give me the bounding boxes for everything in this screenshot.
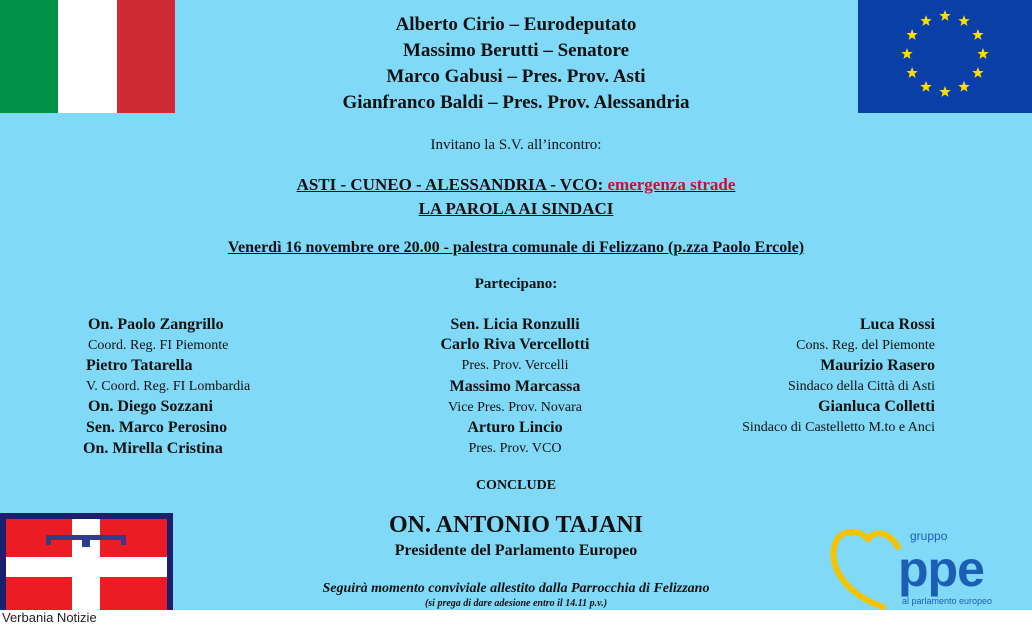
participant-role: Pres. Prov. Vercelli: [461, 358, 569, 373]
participant-name: Gianluca Colletti: [818, 398, 935, 415]
closing-note: Seguirà momento conviviale allestito dalla Parrocchia di Felizzano: [322, 581, 710, 596]
ppe-logo-top: gruppo: [910, 529, 948, 543]
keynote-role: Presidente del Parlamento Europeo: [394, 542, 638, 559]
participant-name: Luca Rossi: [859, 316, 935, 333]
participant-name: Massimo Marcassa: [449, 378, 581, 395]
participant-role: Sindaco di Castelletto M.to e Anci: [742, 420, 935, 435]
conclude-label: CONCLUDE: [475, 478, 557, 493]
watermark: Verbania Notizie: [2, 610, 97, 625]
participant-role: Coord. Reg. FI Piemonte: [88, 338, 229, 353]
title-highlight: emergenza strade: [607, 175, 736, 194]
invite-text: Invitano la S.V. all’incontro:: [430, 137, 602, 153]
header-line: Marco Gabusi – Pres. Prov. Asti: [386, 66, 646, 87]
ppe-logo: [828, 525, 1008, 610]
piedmont-flag-icon: [0, 513, 173, 610]
event-title: [0, 175, 1032, 195]
participant-name: Sen. Licia Ronzulli: [450, 316, 580, 333]
participant-role: Cons. Reg. del Piemonte: [796, 338, 935, 353]
keynote-name: ON. ANTONIO TAJANI: [388, 512, 644, 538]
participant-role: Vice Pres. Prov. Novara: [448, 400, 582, 415]
participants-label: Partecipano:: [474, 276, 558, 292]
participant-name: Sen. Marco Perosino: [86, 419, 228, 436]
participant-role: V. Coord. Reg. FI Lombardia: [86, 379, 251, 394]
participant-name: On. Mirella Cristina: [83, 440, 223, 457]
event-subtitle: LA PAROLA AI SINDACI: [418, 199, 614, 218]
participant-name: On. Diego Sozzani: [88, 398, 213, 415]
participant-name: On. Paolo Zangrillo: [88, 316, 224, 333]
event-date-place: Venerdì 16 novembre ore 20.00 - palestra comunale di Felizzano (p.zza Paolo Ercole): [227, 239, 805, 256]
participant-name: Pietro Tatarella: [86, 357, 193, 374]
header-line: Alberto Cirio – Eurodeputato: [395, 14, 637, 35]
header-line: Gianfranco Baldi – Pres. Prov. Alessandria: [342, 92, 690, 113]
participant-name: Arturo Lincio: [467, 419, 563, 436]
header-line: Massimo Berutti – Senatore: [402, 40, 630, 61]
ppe-heart-icon: [828, 525, 908, 610]
ppe-logo-bottom: al parlamento europeo: [902, 596, 993, 606]
participant-role: Pres. Prov. VCO: [468, 441, 562, 456]
participant-name: Carlo Riva Vercellotti: [440, 336, 590, 353]
rsvp-note: (si prega di dare adesione entro il 14.11 p.v.): [424, 598, 608, 609]
title-places: ASTI - CUNEO - ALESSANDRIA - VCO:: [296, 175, 608, 194]
participant-name: Maurizio Rasero: [820, 357, 935, 374]
participant-role: Sindaco della Città di Asti: [788, 379, 935, 394]
ppe-logo-text: ppe: [898, 541, 984, 597]
